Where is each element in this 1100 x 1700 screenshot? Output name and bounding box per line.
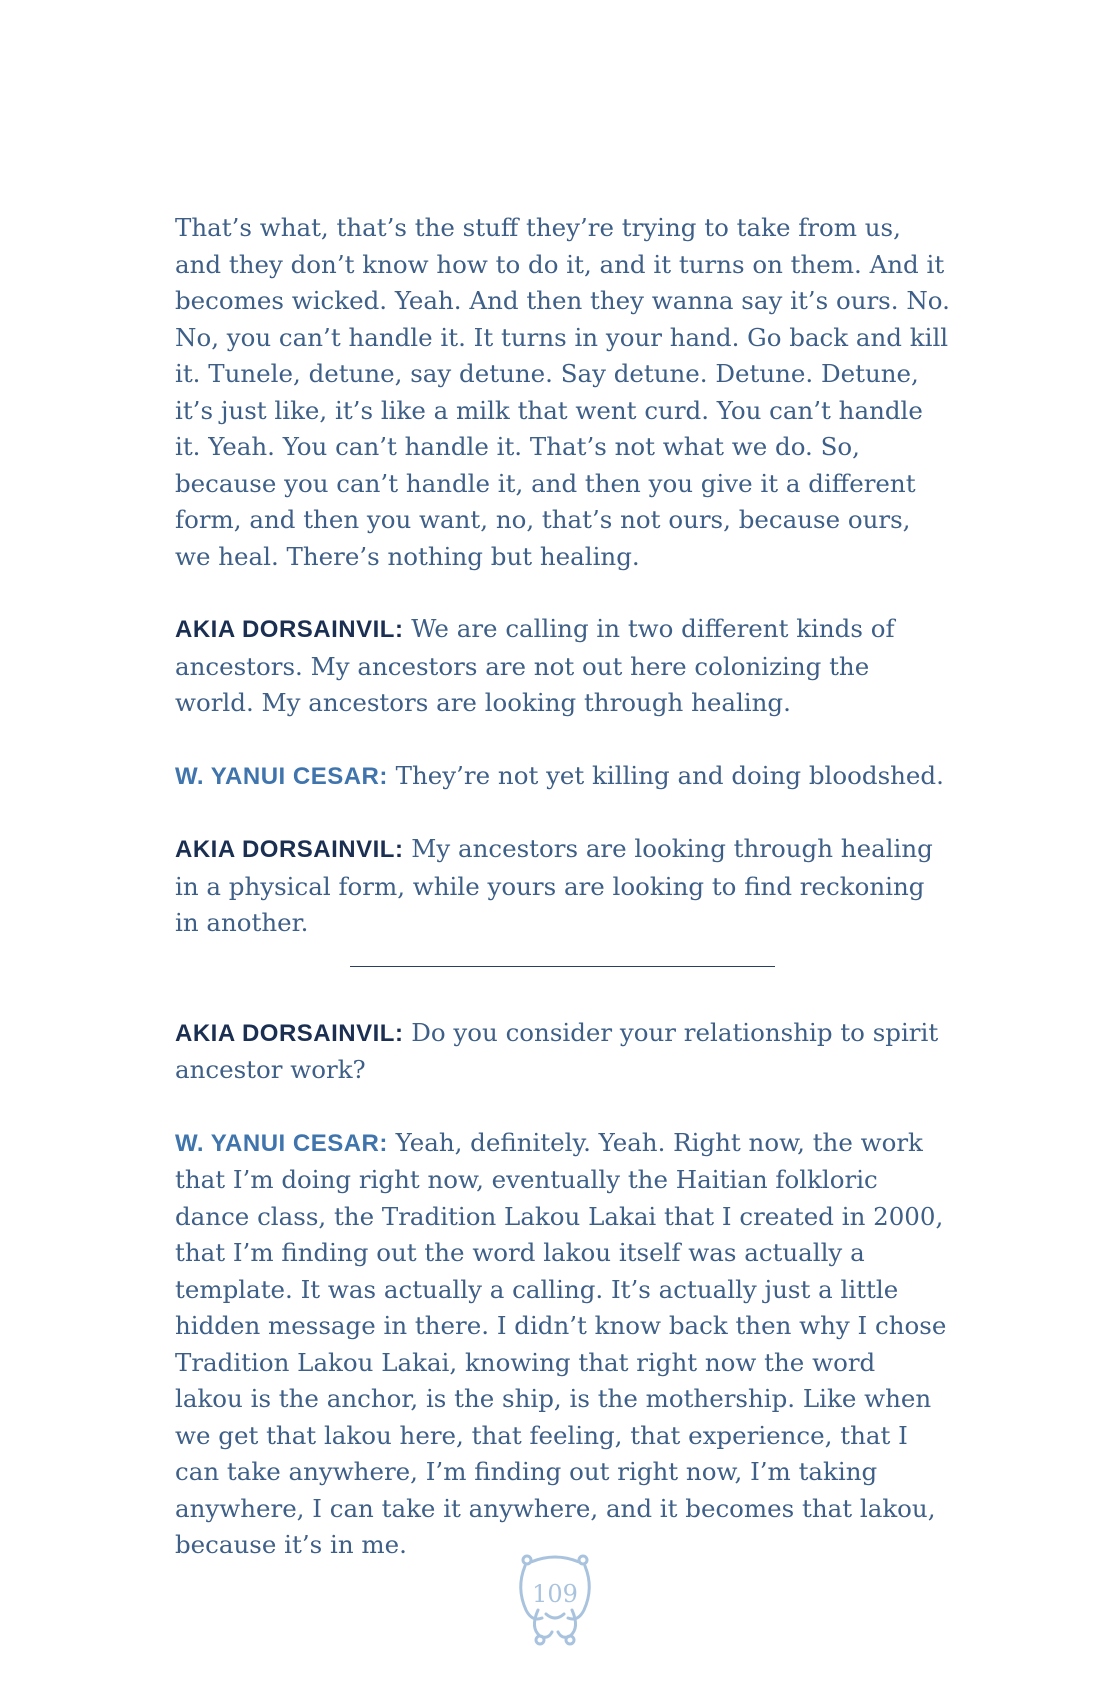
paragraph [175, 758, 950, 796]
speaker-label: W. YANUI CESAR: [175, 762, 388, 790]
paragraph-text: My ancestors are looking through healing in a physical form, while yours are looking to find reckoning in another. [175, 834, 933, 937]
paragraph [175, 1125, 950, 1564]
speaker-label: W. YANUI CESAR: [175, 1129, 388, 1157]
ornament-icon [510, 1548, 600, 1648]
page-number: 109 [532, 1580, 578, 1608]
transcript-body [175, 210, 950, 1600]
paragraph-text: That’s what, that’s the stuff they’re trying to take from us, and they don’t know how to do it, and it turns on them. And it becomes wicked. Yeah. And then they wanna say it’s ours. No. No, you can’t handle it. It turns in your hand. Go back and kill it. Tunele, detune, say detune. Say detune. Detune. Detune, it’s just like, it’s like a milk that went curd. You can’t handle it. Yeah. You can’t handle it. That’s not what we do. So, because you can’t handle it, and then you give it a different form, and then you want, no, that’s not ours, because ours, we heal. There’s nothing but healing. [175, 213, 950, 571]
paragraph [175, 831, 950, 942]
paragraph [175, 1015, 950, 1089]
speaker-label: AKIA DORSAINVIL: [175, 616, 404, 643]
paragraph-text: Do you consider your relationship to spirit ancestor work? [175, 1017, 939, 1084]
paragraph-text: Yeah, definitely. Yeah. Right now, the work that I’m doing right now, eventually the Haitian folkloric dance class, the Tradition Lakou Lakai that I created in 2000, that I’m finding out the word lakou itself was actually a template. It was actually a calling. It’s actually just a little hidden message in there. I didn’t know back then why I chose Tradition Lakou Lakai, knowing that right now the word lakou is the anchor, is the ship, is the mothership. Like when we get that lakou here, that feeling, that experience, that I can take anywhere, I’m finding out right now, I’m taking anywhere, I can take it anywhere, and it becomes that lakou, because it’s in me. [175, 1127, 947, 1559]
paragraph [175, 611, 950, 722]
paragraph-text: They’re not yet killing and doing bloodshed. [395, 760, 944, 790]
page-number-ornament [510, 1548, 600, 1648]
section-divider [350, 966, 775, 967]
paragraph-text: We are calling in two different kinds of ancestors. My ancestors are not out here colonizing the world. My ancestors are looking through healing. [175, 614, 895, 717]
speaker-label: AKIA DORSAINVIL: [175, 836, 404, 863]
paragraph [175, 210, 950, 575]
speaker-label: AKIA DORSAINVIL: [175, 1019, 404, 1047]
